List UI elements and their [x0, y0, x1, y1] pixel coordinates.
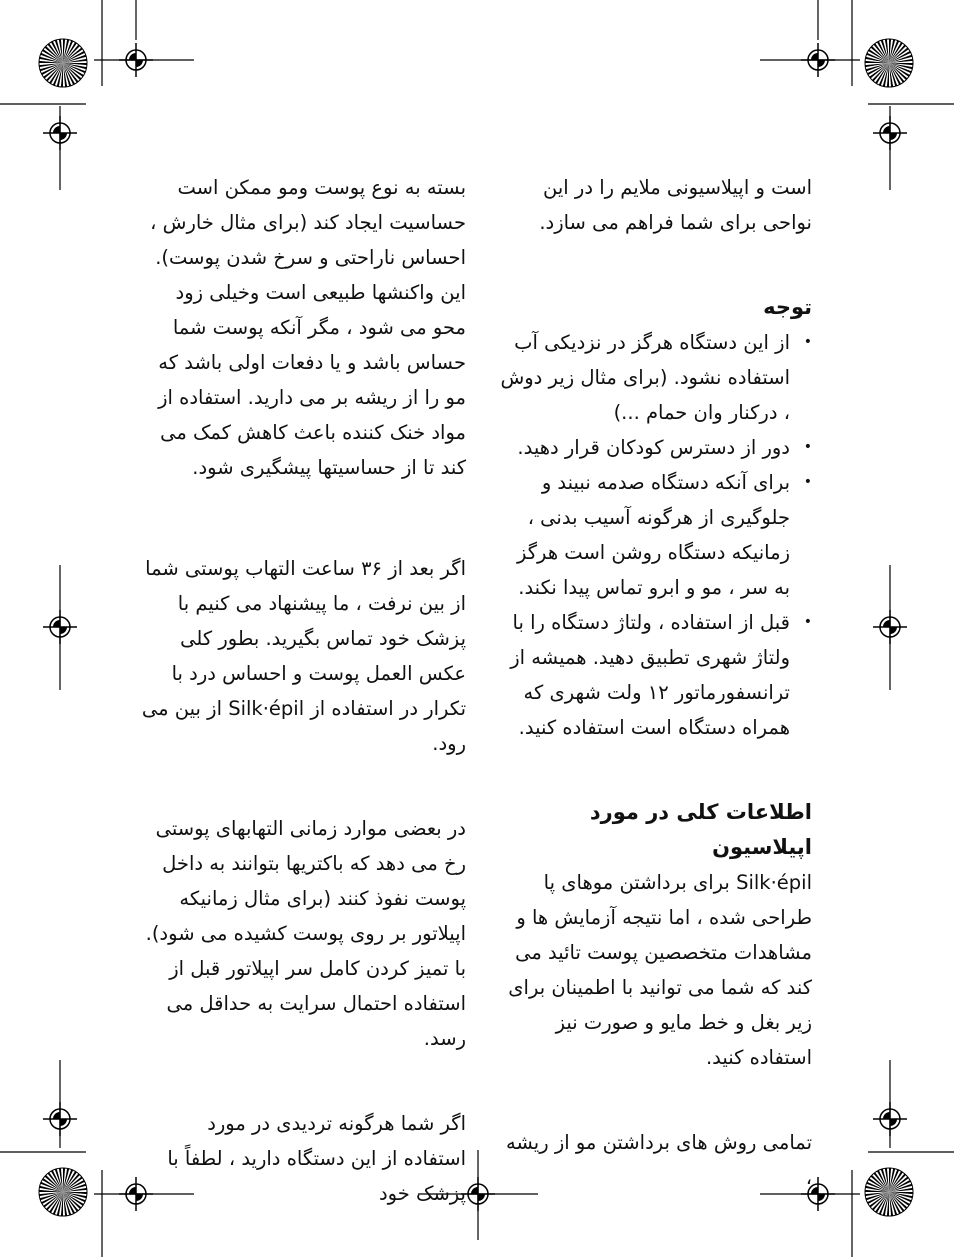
starburst-icon — [39, 39, 87, 87]
intro-paragraph: است و اپیلاسیونی ملایم را در این نواحی برای شما فراهم می سازد. — [539, 176, 812, 234]
left-column — [140, 170, 466, 1211]
crosshair-icon — [873, 116, 907, 150]
bullet-icon: • — [803, 614, 812, 630]
list-item: • دور از دسترس کودکان قرار دهید. — [500, 430, 812, 465]
starburst-icon — [39, 1168, 87, 1216]
crosshair-icon — [119, 43, 153, 77]
bullet-icon: • — [803, 334, 812, 350]
list-item: • برای آنکه دستگاه صدمه نبیند و جلوگیری از هرگونه آسیب بدنی ، زمانیکه دستگاه روشن است هرگز به سر ، مو و ابرو تماس پیدا نکند. — [500, 465, 812, 605]
crosshair-icon — [873, 610, 907, 644]
caution-list — [500, 325, 812, 745]
starburst-icon — [865, 39, 913, 87]
right-column — [500, 170, 812, 1195]
caution-heading: توجه — [763, 295, 812, 319]
info-paragraph: Silk·épil برای برداشتن موهای پا طراحی شده ، اما نتیجه آزمایش ها و مشاهدات متخصصین پوست تائید می کند که شما می توانید با اطمینان برای زیر بغل و خط مایو و صورت نیز استفاده کنید. — [508, 871, 812, 1069]
list-item: • از این دستگاه هرگز در نزدیکی آب استفاده نشود. (برای مثال زیر دوش ، درکنار وان حمام ...) — [500, 325, 812, 430]
list-item: • قبل از استفاده ، ولتاژ دستگاه را با ولتاژ شهری تطبیق دهید. همیشه از ترانسفورماتور ۱۲ ولت شهری که همراه دستگاه است استفاده کنید. — [500, 605, 812, 745]
closing-paragraph: تمامی روش های برداشتن مو از ریشه ، — [505, 1131, 812, 1189]
bullet-icon: • — [803, 474, 812, 490]
crosshair-icon — [801, 43, 835, 77]
irritation-paragraph: اگر بعد از ۳۶ ساعت التهاب پوستی شما از بین نرفت ، ما پیشنهاد می کنیم با پزشک خود تماس بگیرید. بطور کلی عکس العمل پوست و احساس درد با تکرار در استفاده از Silk·épil از بین می رود. — [141, 557, 466, 755]
doubt-paragraph: اگر شما هرگونه تردیدی در مورد استفاده از این دستگاه دارید ، لطفاً با پزشک خود — [167, 1112, 466, 1205]
crosshair-icon — [873, 1102, 907, 1136]
sensitivity-paragraph: بسته به نوع پوست ومو ممکن است حساسیت ایجاد کند (برای مثال خارش ، احساس ناراحتی و سرخ شدن پوست). این واکنشها طبیعی است وخیلی زود محو می شود ، مگر آنکه پوست شما حساس باشد و یا دفعات اولی باشد که مو را از ریشه بر می دارید. استفاده از مواد خنک کننده باعث کاهش کمک می کند تا از حساسیتها پیشگیری شود. — [150, 176, 466, 479]
starburst-icon — [865, 1168, 913, 1216]
crosshair-icon — [43, 1102, 77, 1136]
bullet-icon: • — [803, 439, 812, 455]
info-heading: اطلاعات کلی در مورد اپیلاسیون — [589, 800, 812, 859]
crosshair-icon — [43, 116, 77, 150]
infection-paragraph: در بعضی موارد زمانی التهابهای پوستی رخ می دهد که باکتریها بتوانند به داخل پوست نفوذ کنند (برای مثال زمانیکه اپیلاتور بر روی پوست کشیده می شود). با تمیز کردن کامل سر اپیلاتور قبل از استفاده احتمال سرایت به حداقل می رسد. — [145, 817, 466, 1050]
crosshair-icon — [461, 1177, 495, 1211]
crosshair-icon — [43, 610, 77, 644]
